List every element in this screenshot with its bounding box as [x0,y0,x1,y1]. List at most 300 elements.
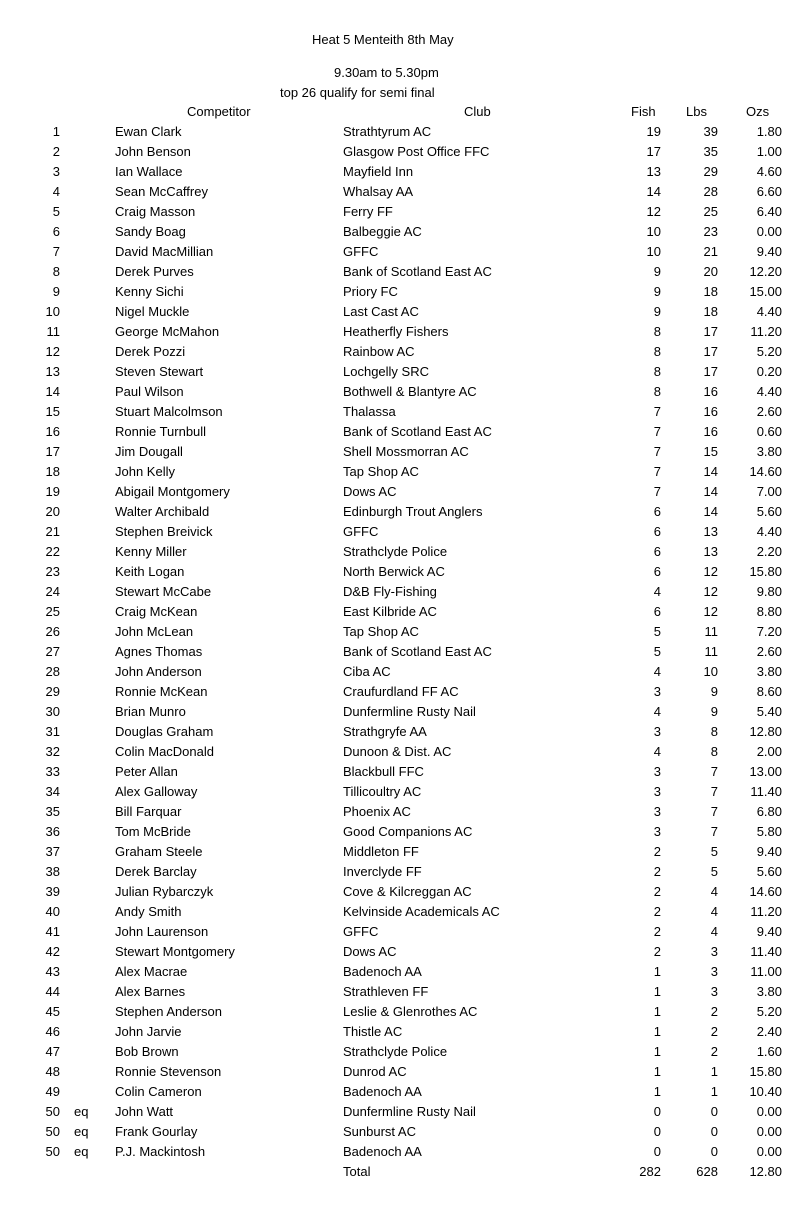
weight-lbs: 23 [703,224,718,239]
table-row [0,942,799,962]
club-name: Dunfermline Rusty Nail [343,704,476,719]
position-cell: 46 [45,1024,60,1039]
weight-ozs: 6.40 [756,204,782,219]
weight-lbs: 18 [703,284,718,299]
club-name: Strathgryfe AA [343,724,427,739]
fish-count: 0 [653,1104,661,1119]
table-row [0,922,799,942]
club-name: Bank of Scotland East AC [343,424,492,439]
weight-ozs: 8.80 [756,604,782,619]
competitor-name: Abigail Montgomery [115,484,230,499]
fish-count: 8 [653,384,661,399]
table-row [0,902,799,922]
table-row [0,722,799,742]
weight-ozs: 1.80 [756,124,782,139]
club-name: Badenoch AA [343,1144,422,1159]
weight-ozs: 5.60 [756,504,782,519]
club-name: Balbeggie AC [343,224,422,239]
weight-ozs: 0.20 [756,364,782,379]
competitor-name: Brian Munro [115,704,186,719]
table-row [0,482,799,502]
total-lbs: 628 [696,1164,718,1179]
table-row [0,122,799,142]
weight-lbs: 4 [710,924,718,939]
weight-lbs: 4 [710,884,718,899]
weight-ozs: 11.20 [750,904,782,919]
total-label: Total [343,1164,371,1179]
club-name: Good Companions AC [343,824,473,839]
competitor-name: Keith Logan [115,564,185,579]
competitor-name: Derek Pozzi [115,344,186,359]
position-cell: 38 [45,864,60,879]
column-header-club: Club [464,104,491,119]
fish-count: 1 [653,1084,661,1099]
total-row [0,1162,799,1182]
weight-ozs: 8.60 [756,684,782,699]
table-row [0,762,799,782]
total-fish: 282 [639,1164,661,1179]
table-row [0,322,799,342]
club-name: Sunburst AC [343,1124,416,1139]
club-name: Leslie & Glenrothes AC [343,1004,478,1019]
weight-ozs: 4.40 [756,524,782,539]
weight-lbs: 7 [710,824,718,839]
weight-lbs: 2 [710,1044,718,1059]
fish-count: 2 [653,924,661,939]
weight-ozs: 12.80 [749,724,782,739]
position-cell: 42 [45,944,60,959]
competitor-name: George McMahon [115,324,220,339]
competitor-name: Paul Wilson [115,384,184,399]
page-title: Heat 5 Menteith 8th May [312,32,454,47]
weight-lbs: 25 [703,204,718,219]
table-row [0,1122,799,1142]
club-name: Thistle AC [343,1024,403,1039]
weight-ozs: 11.00 [750,964,782,979]
position-cell: 20 [45,504,60,519]
table-row [0,822,799,842]
position-cell: 50 [45,1144,60,1159]
table-row [0,202,799,222]
competitor-name: Agnes Thomas [115,644,203,659]
club-name: Heatherfly Fishers [343,324,449,339]
weight-ozs: 14.60 [749,884,782,899]
fish-count: 17 [646,144,661,159]
club-name: Shell Mossmorran AC [343,444,469,459]
weight-lbs: 12 [703,584,718,599]
weight-ozs: 4.40 [756,304,782,319]
position-cell: 34 [45,784,60,799]
fish-count: 0 [653,1144,661,1159]
position-cell: 27 [45,644,60,659]
position-cell: 50 [45,1124,60,1139]
table-row [0,802,799,822]
competitor-name: Jim Dougall [115,444,183,459]
competitor-name: Ronnie Turnbull [115,424,207,439]
weight-ozs: 3.80 [756,984,782,999]
club-name: Edinburgh Trout Anglers [343,504,483,519]
weight-lbs: 16 [703,384,718,399]
competitor-name: Graham Steele [115,844,203,859]
weight-lbs: 20 [703,264,718,279]
fish-count: 7 [653,424,661,439]
club-name: Cove & Kilcreggan AC [343,884,472,899]
position-cell: 11 [46,324,60,339]
weight-ozs: 13.00 [749,764,782,779]
fish-count: 10 [646,244,661,259]
fish-count: 8 [653,364,661,379]
competitor-name: Kenny Miller [115,544,187,559]
fish-count: 2 [653,864,661,879]
competitor-name: John Jarvie [115,1024,182,1039]
fish-count: 9 [653,304,661,319]
column-header-lbs: Lbs [686,104,707,119]
competitor-name: Ewan Clark [115,124,182,139]
weight-lbs: 11 [704,644,718,659]
weight-ozs: 5.60 [756,864,782,879]
table-row [0,1002,799,1022]
competitor-name: John Laurenson [115,924,209,939]
weight-lbs: 5 [710,844,718,859]
table-row [0,742,799,762]
table-row [0,642,799,662]
club-name: Glasgow Post Office FFC [343,144,490,159]
fish-count: 13 [646,164,661,179]
weight-ozs: 6.60 [756,184,782,199]
weight-ozs: 0.00 [756,1124,782,1139]
weight-lbs: 17 [703,324,718,339]
session-time: 9.30am to 5.30pm [334,65,439,80]
weight-ozs: 12.20 [749,264,782,279]
table-row [0,842,799,862]
fish-count: 3 [653,724,661,739]
weight-ozs: 10.40 [749,1084,782,1099]
weight-lbs: 3 [710,984,718,999]
weight-lbs: 2 [710,1004,718,1019]
table-row [0,622,799,642]
competitor-name: Craig Masson [115,204,196,219]
fish-count: 4 [653,584,661,599]
competitor-name: Kenny Sichi [115,284,184,299]
position-cell: 48 [45,1064,60,1079]
weight-ozs: 5.20 [756,344,782,359]
fish-count: 7 [653,484,661,499]
position-cell: 32 [45,744,60,759]
position-cell: 23 [45,564,60,579]
club-name: D&B Fly-Fishing [343,584,437,599]
club-name: North Berwick AC [343,564,445,579]
position-cell: 7 [52,244,60,259]
table-row [0,662,799,682]
position-cell: 45 [45,1004,60,1019]
weight-ozs: 15.80 [749,564,782,579]
weight-lbs: 14 [703,484,718,499]
weight-lbs: 5 [710,864,718,879]
competitor-name: Sandy Boag [115,224,186,239]
position-cell: 29 [45,684,60,699]
position-cell: 3 [52,164,60,179]
table-row [0,702,799,722]
table-row [0,242,799,262]
fish-count: 7 [653,444,661,459]
table-row [0,782,799,802]
weight-ozs: 6.80 [756,804,782,819]
table-row [0,962,799,982]
club-name: Kelvinside Academicals AC [343,904,500,919]
table-row [0,462,799,482]
fish-count: 0 [653,1124,661,1139]
club-name: Bank of Scotland East AC [343,644,492,659]
table-row [0,302,799,322]
position-cell: 47 [45,1044,60,1059]
fish-count: 8 [653,344,661,359]
competitor-name: David MacMillian [115,244,214,259]
fish-count: 12 [646,204,661,219]
club-name: Bank of Scotland East AC [343,264,492,279]
weight-lbs: 0 [710,1124,718,1139]
weight-lbs: 9 [710,704,718,719]
club-name: Strathleven FF [343,984,429,999]
position-cell: 14 [45,384,60,399]
table-row [0,1082,799,1102]
position-cell: 9 [52,284,60,299]
table-row [0,1142,799,1162]
weight-lbs: 12 [703,604,718,619]
fish-count: 5 [653,624,661,639]
competitor-name: John Benson [115,144,191,159]
position-cell: 40 [45,904,60,919]
table-row [0,1062,799,1082]
equal-marker: eq [74,1124,89,1139]
position-cell: 44 [45,984,60,999]
position-cell: 26 [45,624,60,639]
competitor-name: Colin Cameron [115,1084,202,1099]
fish-count: 3 [653,764,661,779]
position-cell: 15 [45,404,60,419]
competitor-name: Stewart Montgomery [115,944,235,959]
position-cell: 33 [45,764,60,779]
weight-ozs: 5.40 [756,704,782,719]
club-name: Dunrod AC [343,1064,407,1079]
position-cell: 39 [45,884,60,899]
table-row [0,982,799,1002]
competitor-name: Alex Macrae [115,964,188,979]
weight-ozs: 4.60 [756,164,782,179]
weight-lbs: 13 [703,524,718,539]
fish-count: 1 [653,964,661,979]
table-row [0,342,799,362]
weight-ozs: 11.40 [750,944,782,959]
fish-count: 1 [653,1044,661,1059]
position-cell: 43 [45,964,60,979]
weight-lbs: 14 [703,464,718,479]
competitor-name: Colin MacDonald [115,744,214,759]
weight-lbs: 2 [710,1024,718,1039]
club-name: Rainbow AC [343,344,415,359]
table-row [0,602,799,622]
club-name: Lochgelly SRC [343,364,429,379]
club-name: Dows AC [343,944,397,959]
competitor-name: Stephen Anderson [115,1004,222,1019]
club-name: Priory FC [343,284,398,299]
weight-lbs: 29 [703,164,718,179]
weight-ozs: 9.40 [756,844,782,859]
competitor-name: Douglas Graham [115,724,214,739]
fish-count: 6 [653,564,661,579]
fish-count: 1 [653,1064,661,1079]
table-row [0,562,799,582]
competitor-name: Stephen Breivick [115,524,213,539]
table-row [0,862,799,882]
table-row [0,682,799,702]
position-cell: 35 [45,804,60,819]
competitor-name: Stewart McCabe [115,584,212,599]
fish-count: 8 [653,324,661,339]
weight-ozs: 0.00 [756,224,782,239]
fish-count: 1 [653,1004,661,1019]
column-header-row [0,102,799,122]
competitor-name: Bob Brown [115,1044,179,1059]
weight-lbs: 16 [703,404,718,419]
weight-lbs: 11 [704,624,718,639]
position-cell: 13 [45,364,60,379]
fish-count: 9 [653,284,661,299]
fish-count: 3 [653,804,661,819]
club-name: Ferry FF [343,204,393,219]
column-header-fish: Fish [631,104,656,119]
club-name: Badenoch AA [343,964,422,979]
weight-lbs: 1 [710,1084,718,1099]
weight-ozs: 7.20 [756,624,782,639]
weight-lbs: 7 [710,804,718,819]
position-cell: 22 [45,544,60,559]
position-cell: 2 [52,144,60,159]
weight-lbs: 7 [710,764,718,779]
table-row [0,502,799,522]
club-name: Tap Shop AC [343,464,419,479]
equal-marker: eq [74,1104,89,1119]
table-row [0,362,799,382]
competitor-name: Craig McKean [115,604,198,619]
position-cell: 18 [45,464,60,479]
fish-count: 3 [653,824,661,839]
position-cell: 8 [52,264,60,279]
weight-ozs: 0.00 [756,1144,782,1159]
column-header-competitor: Competitor [187,104,251,119]
club-name: Blackbull FFC [343,764,424,779]
fish-count: 6 [653,504,661,519]
club-name: Phoenix AC [343,804,411,819]
competitor-name: Stuart Malcolmson [115,404,223,419]
club-name: GFFC [343,924,379,939]
weight-lbs: 13 [703,544,718,559]
club-name: Tap Shop AC [343,624,419,639]
fish-count: 6 [653,604,661,619]
qualify-note: top 26 qualify for semi final [280,85,435,100]
table-row [0,442,799,462]
weight-ozs: 2.20 [756,544,782,559]
weight-lbs: 9 [710,684,718,699]
competitor-name: Andy Smith [115,904,182,919]
weight-ozs: 2.00 [756,744,782,759]
table-row [0,1022,799,1042]
position-cell: 5 [52,204,60,219]
weight-ozs: 11.40 [750,784,782,799]
position-cell: 50 [45,1104,60,1119]
weight-lbs: 28 [703,184,718,199]
competitor-name: John Watt [115,1104,174,1119]
competitor-name: Tom McBride [115,824,191,839]
fish-count: 6 [653,524,661,539]
fish-count: 1 [653,984,661,999]
position-cell: 31 [45,724,60,739]
competitor-name: Ian Wallace [115,164,183,179]
weight-lbs: 4 [710,904,718,919]
position-cell: 37 [45,844,60,859]
competitor-name: Derek Barclay [115,864,197,879]
table-row [0,222,799,242]
weight-lbs: 7 [710,784,718,799]
club-name: GFFC [343,524,379,539]
position-cell: 19 [45,484,60,499]
weight-ozs: 0.00 [756,1104,782,1119]
weight-lbs: 12 [703,564,718,579]
competitor-name: Frank Gourlay [115,1124,198,1139]
club-name: Tillicoultry AC [343,784,422,799]
fish-count: 10 [646,224,661,239]
weight-ozs: 2.60 [756,644,782,659]
club-name: Strathclyde Police [343,1044,448,1059]
weight-lbs: 17 [703,344,718,359]
weight-lbs: 39 [703,124,718,139]
weight-lbs: 15 [703,444,718,459]
competitor-name: John Anderson [115,664,202,679]
club-name: Inverclyde FF [343,864,422,879]
weight-lbs: 1 [710,1064,718,1079]
weight-lbs: 8 [710,724,718,739]
weight-ozs: 5.20 [756,1004,782,1019]
fish-count: 7 [653,464,661,479]
fish-count: 3 [653,784,661,799]
competitor-name: Alex Galloway [115,784,198,799]
competitor-name: Nigel Muckle [115,304,190,319]
weight-ozs: 7.00 [756,484,782,499]
fish-count: 14 [646,184,661,199]
weight-ozs: 2.60 [756,404,782,419]
weight-ozs: 3.80 [756,664,782,679]
fish-count: 2 [653,844,661,859]
weight-ozs: 15.00 [749,284,782,299]
column-header-ozs: Ozs [746,104,770,119]
competitor-name: Steven Stewart [115,364,204,379]
weight-lbs: 16 [703,424,718,439]
position-cell: 1 [52,124,60,139]
weight-ozs: 1.60 [756,1044,782,1059]
club-name: Dows AC [343,484,397,499]
fish-count: 19 [646,124,661,139]
club-name: Dunfermline Rusty Nail [343,1104,476,1119]
position-cell: 10 [45,304,60,319]
weight-lbs: 17 [703,364,718,379]
weight-lbs: 14 [703,504,718,519]
competitor-name: Derek Purves [115,264,194,279]
fish-count: 7 [653,404,661,419]
weight-ozs: 11.20 [750,324,782,339]
equal-marker: eq [74,1144,89,1159]
weight-ozs: 9.40 [756,924,782,939]
competitor-name: Alex Barnes [115,984,186,999]
table-row [0,582,799,602]
